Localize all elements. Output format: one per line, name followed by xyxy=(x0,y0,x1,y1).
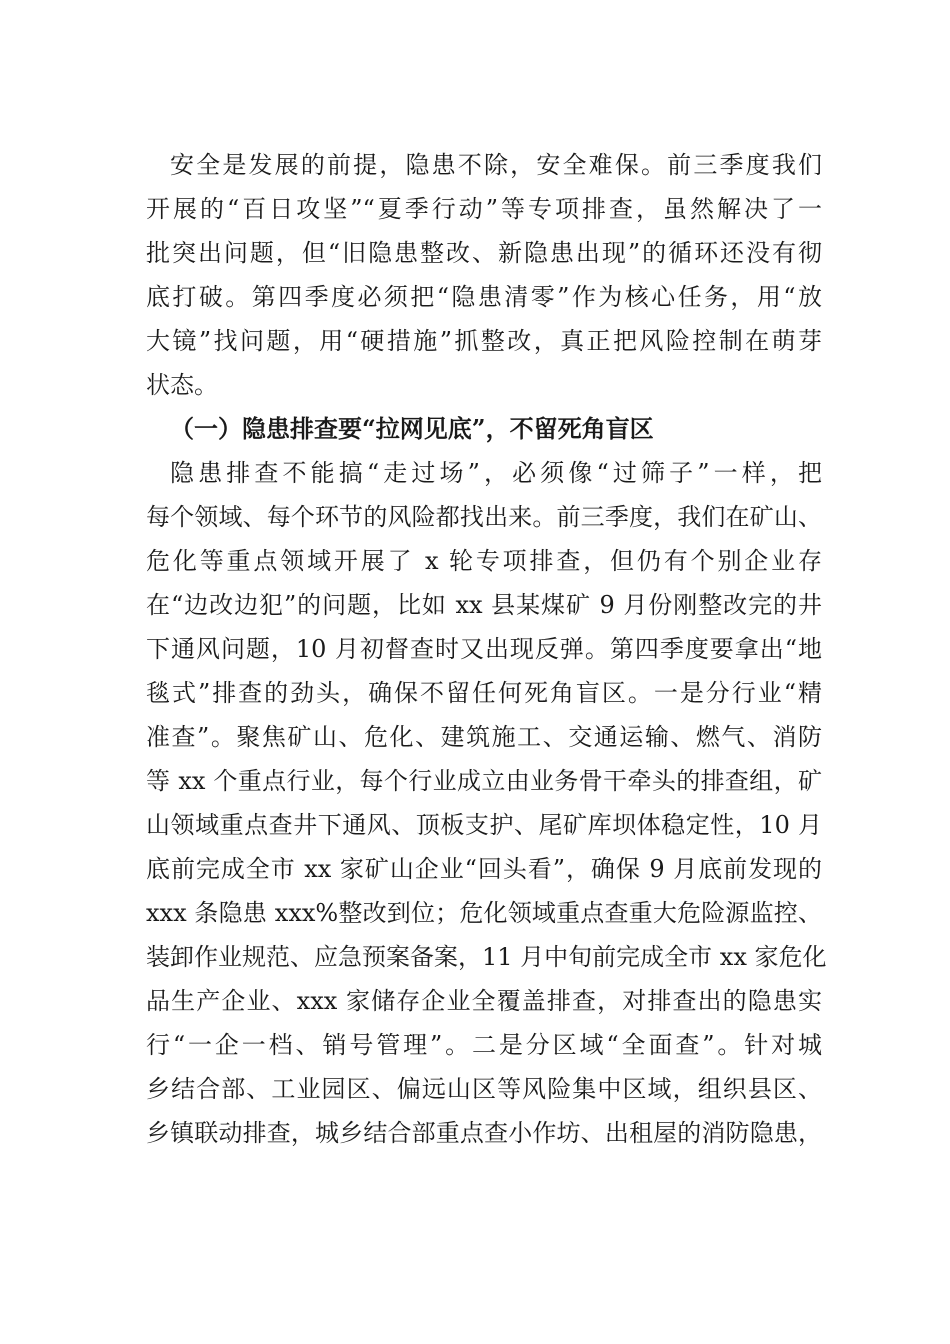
paragraph-2-line-9: 山领域重点查井下通风、顶板支护、尾矿库坝体稳定性，10 月 xyxy=(146,811,822,839)
paragraph-2-line-10: 底前完成全市 xx 家矿山企业“回头看”，确保 9 月底前发现的 xyxy=(146,855,822,883)
paragraph-2-line-14: 行“一企一档、销号管理”。二是分区域“全面查”。针对城 xyxy=(146,1031,822,1059)
paragraph-2-line-15: 乡结合部、工业园区、偏远山区等风险集中区域，组织县区、 xyxy=(146,1075,822,1103)
paragraph-1-line-5: 大镜”找问题，用“硬措施”抓整改，真正把风险控制在萌芽 xyxy=(146,327,822,355)
paragraph-2-line-5: 下通风问题，10 月初督查时又出现反弹。第四季度要拿出“地 xyxy=(146,635,822,663)
paragraph-2-line-1: 隐患排查不能搞“走过场”，必须像“过筛子”一样，把 xyxy=(170,459,822,487)
paragraph-1-line-2: 开展的“百日攻坚”“夏季行动”等专项排查，虽然解决了一 xyxy=(146,195,822,223)
paragraph-2-line-13: 品生产企业、xxx 家储存企业全覆盖排查，对排查出的隐患实 xyxy=(146,987,822,1015)
paragraph-2-line-6: 毯式”排查的劲头，确保不留任何死角盲区。一是分行业“精 xyxy=(146,679,822,707)
paragraph-1-line-1: 安全是发展的前提，隐患不除，安全难保。前三季度我们 xyxy=(170,151,822,179)
paragraph-2-line-12: 装卸作业规范、应急预案备案，11 月中旬前完成全市 xx 家危化 xyxy=(146,943,827,971)
paragraph-2-line-4: 在“边改边犯”的问题，比如 xx 县某煤矿 9 月份刚整改完的井 xyxy=(146,591,822,619)
paragraph-1-line-6: 状态。 xyxy=(146,371,218,399)
paragraph-1-line-3: 批突出问题，但“旧隐患整改、新隐患出现”的循环还没有彻 xyxy=(146,239,822,267)
paragraph-2-line-11: xxx 条隐患 xxx%整改到位；危化领域重点查重大危险源监控、 xyxy=(146,899,822,927)
paragraph-2-line-16: 乡镇联动排查，城乡结合部重点查小作坊、出租屋的消防隐患， xyxy=(146,1119,822,1147)
paragraph-2-line-7: 准查”。聚焦矿山、危化、建筑施工、交通运输、燃气、消防 xyxy=(146,723,822,751)
section-heading: （一）隐患排查要“拉网见底”，不留死角盲区 xyxy=(170,414,654,443)
paragraph-2-line-8: 等 xx 个重点行业，每个行业成立由业务骨干牵头的排查组，矿 xyxy=(146,767,822,795)
paragraph-2-line-2: 每个领域、每个环节的风险都找出来。前三季度，我们在矿山、 xyxy=(146,503,822,531)
paragraph-2-line-3: 危化等重点领域开展了 x 轮专项排查，但仍有个别企业存 xyxy=(146,547,822,575)
paragraph-1-line-4: 底打破。第四季度必须把“隐患清零”作为核心任务，用“放 xyxy=(146,283,822,311)
